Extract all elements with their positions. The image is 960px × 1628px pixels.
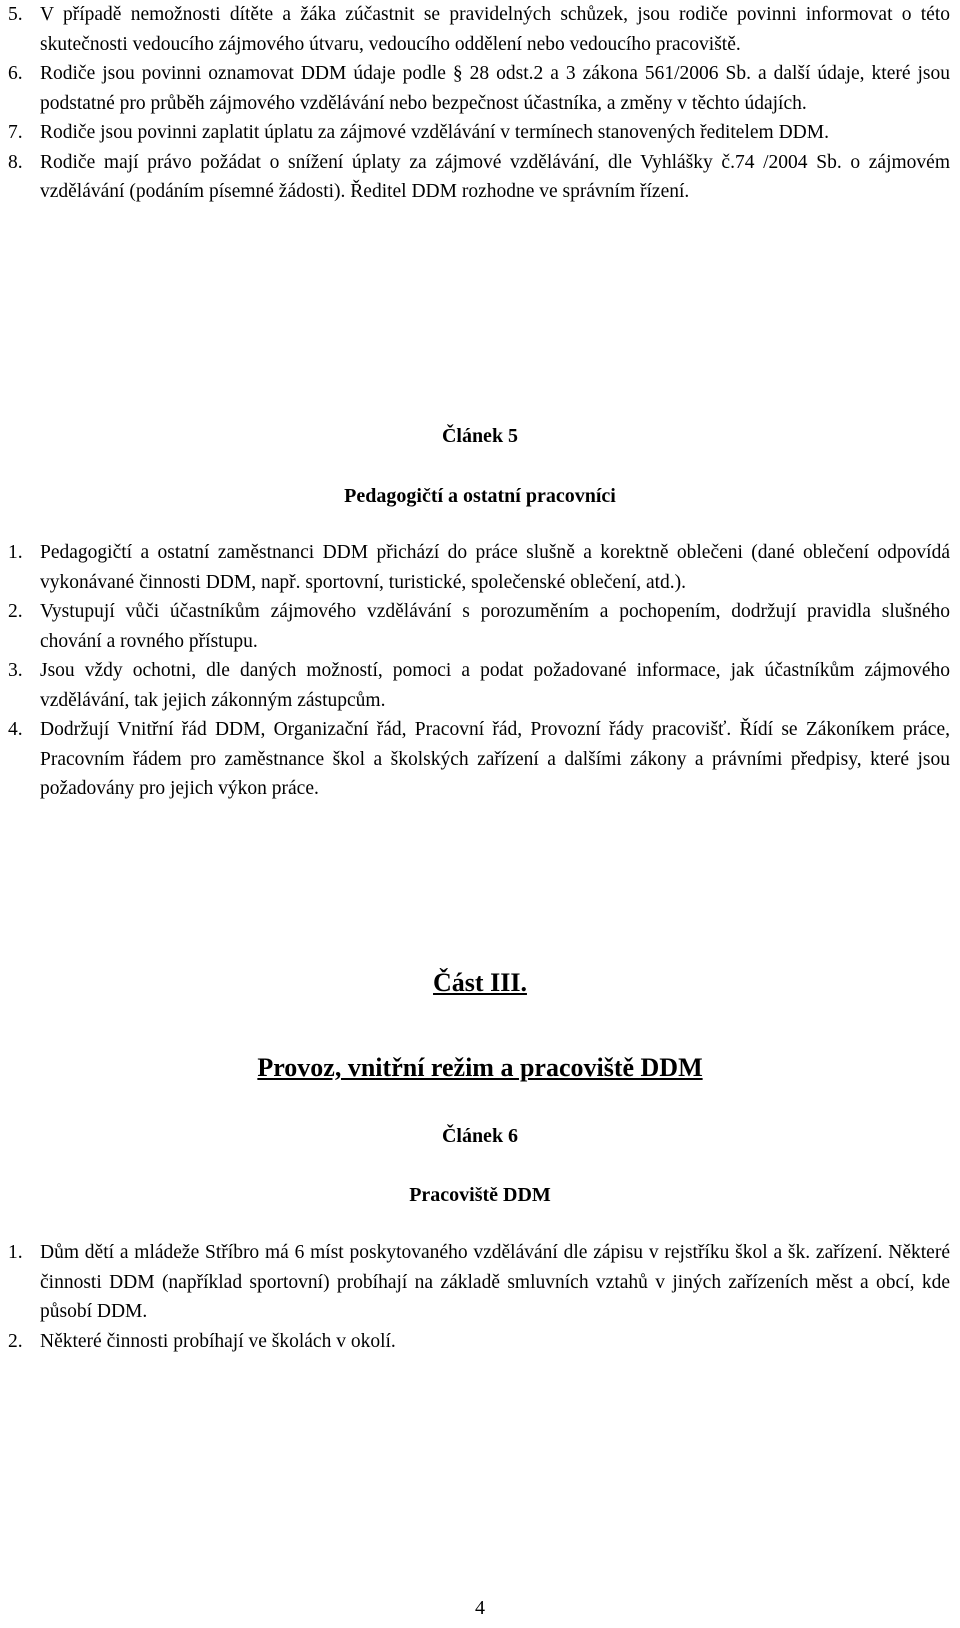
item-number: 6. (8, 63, 23, 84)
list-item (0, 148, 950, 207)
list-item (0, 59, 950, 118)
workplace-list (0, 1238, 960, 1356)
article-6-heading: Článek 6 (441, 1125, 519, 1147)
item-number: 8. (8, 151, 23, 173)
page-number: 4 (475, 1597, 485, 1619)
list-item (0, 538, 950, 597)
item-number: 4. (8, 719, 23, 740)
list-item (0, 0, 950, 59)
article-5-heading: Článek 5 (441, 425, 519, 447)
item-text: Vystupují vůči účastníkům zájmového vzdělávání s porozuměním a pochopením, dodržují pravidla slušného chování a rovného přístupu. (40, 601, 950, 652)
item-number: 5. (8, 4, 23, 25)
item-number: 3. (8, 660, 23, 681)
staff-list (0, 538, 960, 804)
article-6-subheading: Pracoviště DDM (409, 1184, 551, 1206)
part-3-title: Provoz, vnitřní režim a pracoviště DDM (257, 1053, 703, 1082)
list-item (0, 118, 950, 148)
list-item (0, 1327, 950, 1357)
item-number: 2. (8, 601, 23, 622)
item-text: Rodiče jsou povinni zaplatit úplatu za zájmové vzdělávání v termínech stanovených ředitelem DDM. (40, 122, 829, 143)
list-item (0, 656, 950, 715)
item-number: 1. (8, 1242, 23, 1263)
parents-duties-list (0, 0, 960, 207)
item-text: Pedagogičtí a ostatní zaměstnanci DDM přichází do práce slušně a korektně oblečeni (dané oblečení odpovídá vykonávané činnosti DDM, např. sportovní, turistické, společenské oblečení, atd.). (40, 542, 950, 593)
list-item (0, 1238, 950, 1327)
item-number: 7. (8, 122, 23, 143)
item-text: Některé činnosti probíhají ve školách v okolí. (40, 1330, 396, 1352)
item-number: 2. (8, 1330, 23, 1352)
item-text: Jsou vždy ochotni, dle daných možností, pomoci a podat požadované informace, jak účastníkům zájmového vzdělávání, tak jejich zákonným zástupcům. (40, 660, 950, 711)
item-text: Dodržují Vnitřní řád DDM, Organizační řád, Pracovní řád, Provozní řády pracovišť. Řídí se Zákoníkem práce, Pracovním řádem pro zaměstnance škol a školských zařízení a dalšími zákony a právními předpisy, které jsou požadovány pro jejich výkon práce. (40, 719, 950, 799)
item-text: Rodiče mají právo požádat o snížení úplaty za zájmové vzdělávání, dle Vyhlášky č.74 /2004 Sb. o zájmovém vzdělávání (podáním písemné žádosti). Ředitel DDM rozhodne ve správním řízení. (40, 151, 950, 202)
item-text: V případě nemožnosti dítěte a žáka zúčastnit se pravidelných schůzek, jsou rodiče povinni informovat o této skutečnosti vedoucího zájmového útvaru, vedoucího oddělení nebo vedoucího pracoviště. (40, 4, 950, 55)
list-item (0, 597, 950, 656)
item-number: 1. (8, 542, 23, 563)
list-item (0, 715, 950, 804)
item-text: Rodiče jsou povinni oznamovat DDM údaje podle § 28 odst.2 a 3 zákona 561/2006 Sb. a další údaje, které jsou podstatné pro průběh zájmového vzdělávání nebo bezpečnost účastníka, a změny v těchto údajích. (40, 63, 950, 114)
article-5-subheading: Pedagogičtí a ostatní pracovníci (344, 485, 616, 507)
part-3-heading: Část III. (433, 968, 527, 997)
item-text: Dům dětí a mládeže Stříbro má 6 míst poskytovaného vzdělávání dle zápisu v rejstříku škol a šk. zařízení. Některé činnosti DDM (například sportovní) probíhají na základě smluvních vztahů v jiných zařízeních měst a obcí, kde působí DDM. (40, 1242, 950, 1322)
